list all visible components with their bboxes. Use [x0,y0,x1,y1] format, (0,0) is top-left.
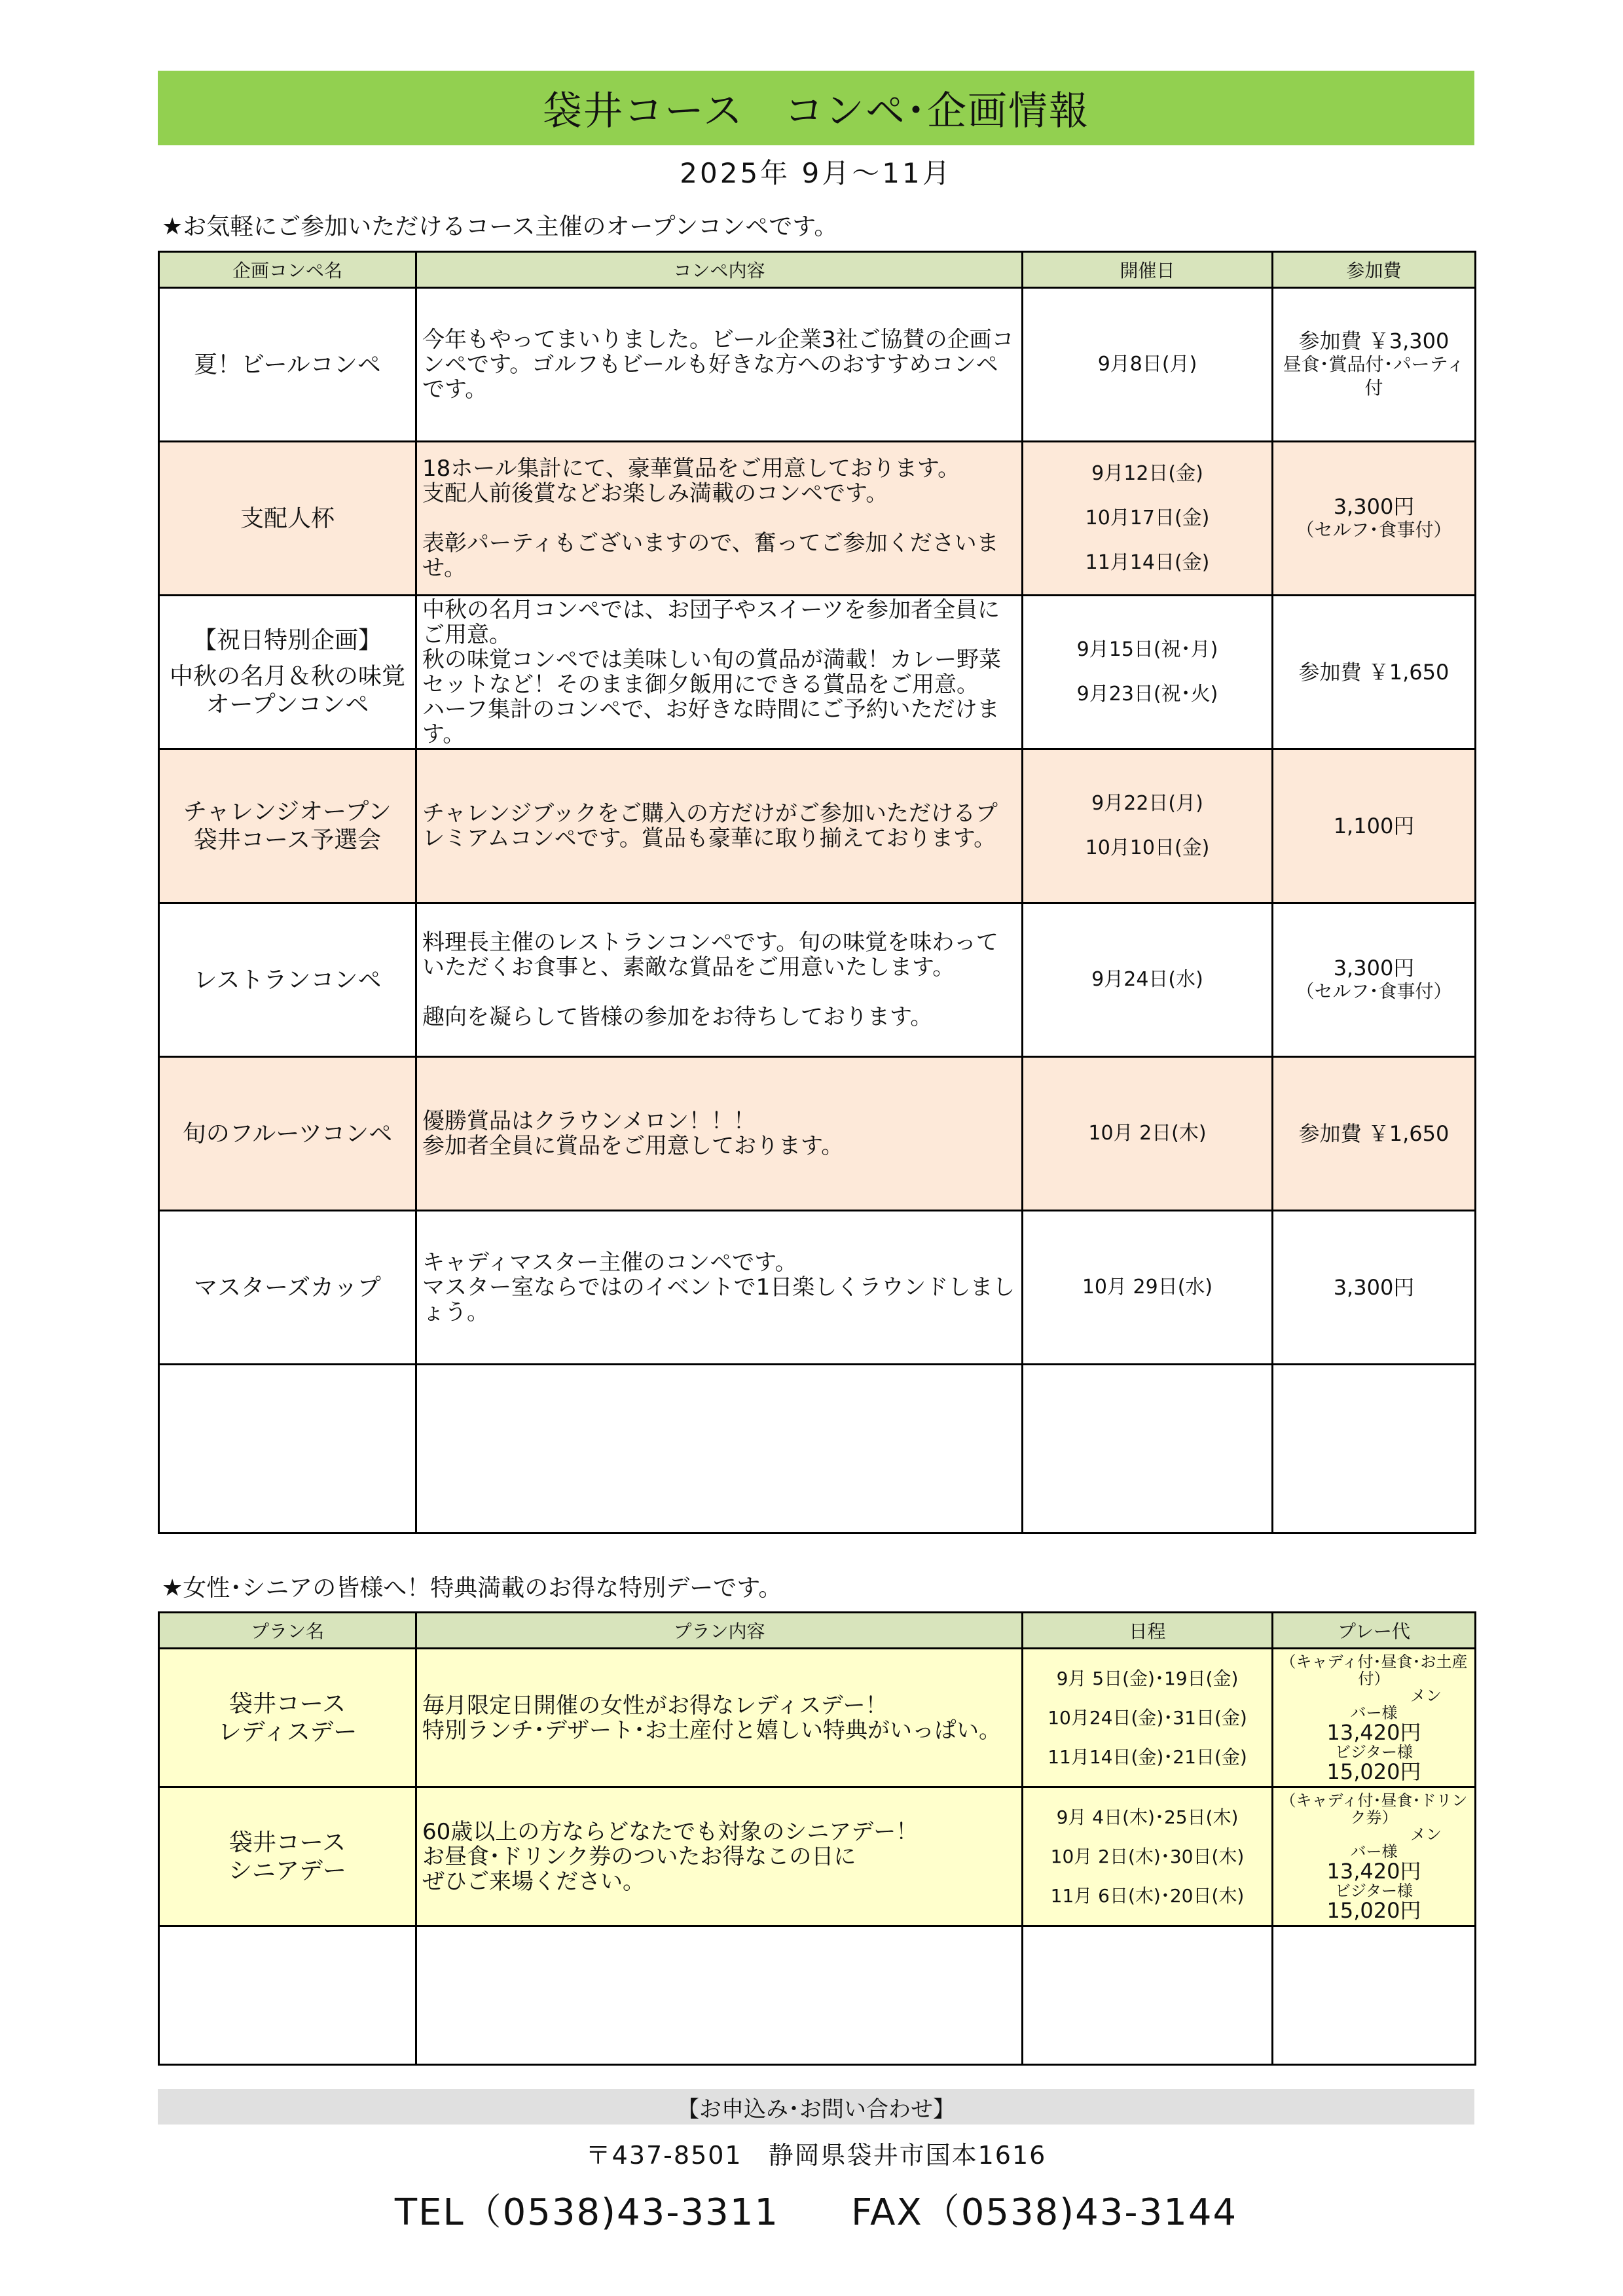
contact-heading: 【お申込み･お問い合わせ】 [158,2089,1474,2125]
competition-name: 支配人杯 [159,442,416,596]
fax-number: FAX（0538)43-3144 [851,2191,1238,2234]
header-play-fee: プレー代 [1273,1613,1476,1649]
competition-fee: 参加費 ￥1,650 [1273,596,1476,749]
competition-fee: 3,300円 [1273,1211,1476,1365]
table-row-empty [159,1926,1476,2065]
competition-content: チャレンジブックをご購入の方だけがご参加いただけるプレミアムコンペです。賞品も豪華に取り揃えております。 [416,749,1023,903]
page-title: 袋井コース コンペ･企画情報 [158,71,1474,145]
table-row [159,442,1476,596]
header-schedule: 日程 [1023,1613,1273,1649]
competition-content: 今年もやってまいりました。ビール企業3社ご協賛の企画コンペです。ゴルフもビールも好きな方へのおすすめコンペです。 [416,288,1023,442]
competition-content: 優勝賞品はクラウンメロン！！！ 参加者全員に賞品をご用意しております。 [416,1057,1023,1211]
competition-content: 18ホール集計にて、豪華賞品をご用意しております。 支配人前後賞などお楽しみ満載のコンペです。 表彰パーティもございますので、奮ってご参加くださいませ。 [416,442,1023,596]
phone-number: TEL（0538)43-3311 [394,2191,780,2234]
competition-name: 夏！ビールコンペ [159,288,416,442]
header-date: 開催日 [1023,252,1273,288]
competition-dates: 9月24日(水) [1023,903,1273,1057]
header-fee: 参加費 [1273,252,1476,288]
open-competitions-table [158,251,1476,1534]
table-row [159,288,1476,442]
plan-name: 袋井コース レディスデー [159,1649,416,1787]
competition-name: 旬のフルーツコンペ [159,1057,416,1211]
plan-content: 毎月限定日開催の女性がお得なレディスデー！ 特別ランチ･デザート･お土産付と嬉しい特典がいっぱい。 [416,1649,1023,1787]
table-row [159,1057,1476,1211]
competition-name: 【祝日特別企画】 中秋の名月＆秋の味覚 オープンコンペ [159,596,416,749]
plan-content: 60歳以上の方ならどなたでも対象のシニアデー！ お昼食･ドリンク券のついたお得なこの日に ぜひご来場ください。 [416,1787,1023,1926]
address: 〒437-8501 静岡県袋井市国本1616 [585,2141,1047,2170]
header-competition-name: 企画コンペ名 [159,252,416,288]
competition-content: 中秋の名月コンペでは、お団子やスイーツを参加者全員にご用意。 秋の味覚コンペでは美味しい旬の賞品が満載！カレー野菜セットなど！そのまま御夕飯用にできる賞品をご用意。 ハーフ集計のコンペで、お好きな時間にご予約いただけます。 [416,596,1023,749]
competition-content: 料理長主催のレストランコンペです。旬の味覚を味わっていただくお食事と、素敵な賞品をご用意いたします。 趣向を凝らして皆様の参加をお待ちしております。 [416,903,1023,1057]
competition-dates: 9月15日(祝･月) 9月23日(祝･火) [1023,596,1273,749]
special-days-table [158,1611,1476,2066]
competition-content: キャディマスター主催のコンペです。 マスター室ならではのイベントで1日楽しくラウンドしましょう。 [416,1211,1023,1365]
header-competition-content: コンペ内容 [416,252,1023,288]
plan-schedule: 9月 4日(木)･25日(木) 10月 2日(木)･30日(木) 11月 6日(木)･20日(木) [1023,1787,1273,1926]
table-row [159,1649,1476,1787]
table-row [159,749,1476,903]
competition-fee: 参加費 ￥1,650 [1273,1057,1476,1211]
plan-fee: （キャディ付･昼食･お土産付） メン バー様 13,420円 ビジター様 15,020円 [1273,1649,1476,1787]
ladies-senior-note: ★女性･シニアの皆様へ！特典満載のお得な特別デーです。 [162,1575,782,1602]
competition-name: マスターズカップ [159,1211,416,1365]
table-header-row [159,252,1476,288]
competition-dates: 9月22日(月) 10月10日(金) [1023,749,1273,903]
competition-fee: 1,100円 [1273,749,1476,903]
table-row [159,596,1476,749]
competition-fee: 3,300円 （セルフ･食事付） [1273,442,1476,596]
table-row-empty [159,1365,1476,1534]
table-row [159,1211,1476,1365]
competition-dates: 10月 2日(木) [1023,1057,1273,1211]
competition-fee: 3,300円 （セルフ･食事付） [1273,903,1476,1057]
plan-name: 袋井コース シニアデー [159,1787,416,1926]
competition-dates: 10月 29日(水) [1023,1211,1273,1365]
table-row [159,903,1476,1057]
competition-fee: 参加費 ￥3,300 昼食･賞品付･パーティ付 [1273,288,1476,442]
competition-name: チャレンジオープン 袋井コース予選会 [159,749,416,903]
competition-dates: 9月8日(月) [1023,288,1273,442]
table-row [159,1787,1476,1926]
competition-dates: 9月12日(金) 10月17日(金) 11月14日(金) [1023,442,1273,596]
plan-fee: （キャディ付･昼食･ドリンク券） メン バー様 13,420円 ビジター様 15,020円 [1273,1787,1476,1926]
plan-schedule: 9月 5日(金)･19日(金) 10月24日(金)･31日(金) 11月14日(金)･21日(金) [1023,1649,1273,1787]
open-competitions-note: ★お気軽にご参加いただけるコース主催のオープンコンペです。 [162,213,838,240]
competition-name: レストランコンペ [159,903,416,1057]
period: 2025年 9月～11月 [680,157,953,189]
header-plan-name: プラン名 [159,1613,416,1649]
phone-fax [158,2183,1474,2236]
header-plan-content: プラン内容 [416,1613,1023,1649]
table-header-row [159,1613,1476,1649]
